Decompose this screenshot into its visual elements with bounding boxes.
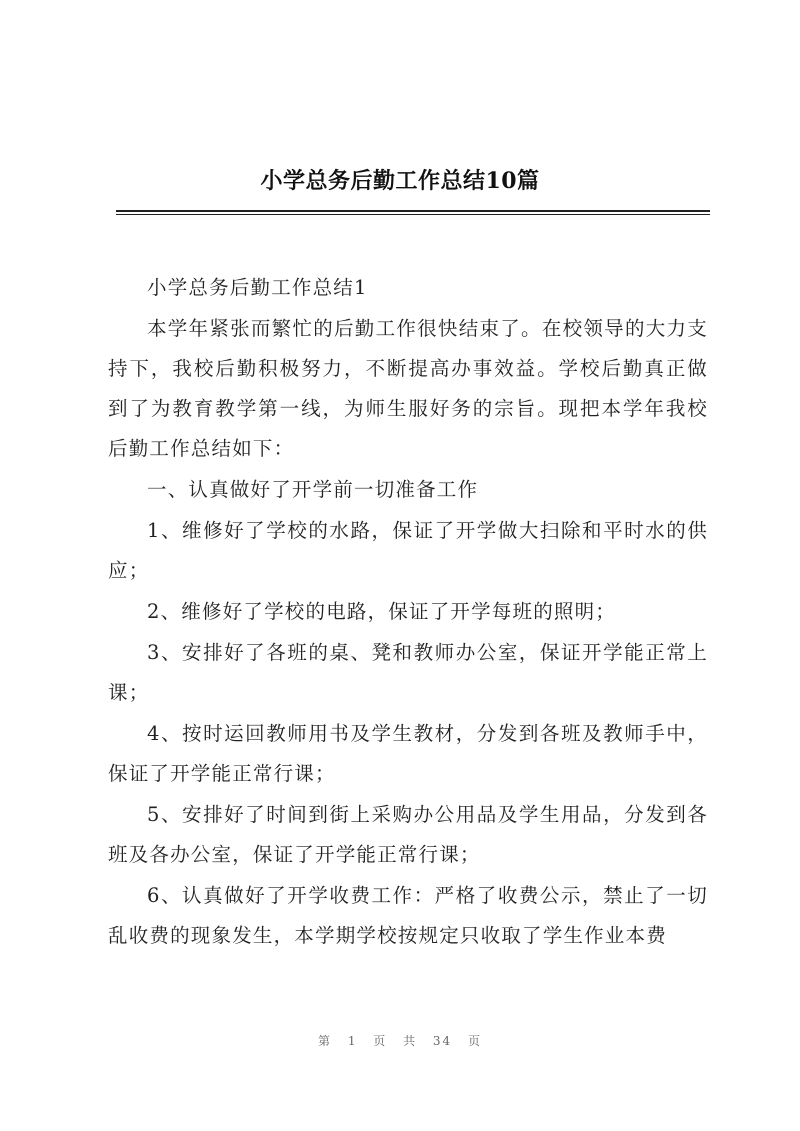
list-item: 4、按时运回教师用书及学生教材，分发到各班及教师手中，保证了开学能正常行课； xyxy=(108,722,708,785)
document-body xyxy=(108,268,708,957)
paragraph: 本学年紧张而繁忙的后勤工作很快结束了。在校领导的大力支持下，我校后勤积极努力，不断提高办事效益。学校后勤真正做到了为教育教学第一线，为师生服好务的宗旨。现把本学年我校后勤工作总结如下： xyxy=(108,317,708,460)
list-item: 2、维修好了学校的电路，保证了开学每班的照明； xyxy=(147,600,617,623)
list-item: 5、安排好了时间到街上采购办公用品及学生用品，分发到各班及各办公室，保证了开学能正常行课； xyxy=(108,803,708,866)
document-title: 小学总务后勤工作总结10篇 xyxy=(260,168,540,194)
page-footer: 第 1 页 共 34 页 xyxy=(318,1034,482,1048)
subheading: 一、认真做好了开学前一切准备工作 xyxy=(147,478,479,501)
list-item: 1、维修好了学校的水路，保证了开学做大扫除和平时水的供应； xyxy=(108,519,708,582)
list-item: 6、认真做好了开学收费工作：严格了收费公示，禁止了一切乱收费的现象发生，本学期学校按规定只收取了学生作业本费 xyxy=(108,884,708,947)
list-item: 3、安排好了各班的桌、凳和教师办公室，保证开学能正常上课； xyxy=(108,641,708,704)
title-divider-thin xyxy=(116,214,710,215)
section-heading: 小学总务后勤工作总结1 xyxy=(147,276,368,299)
title-divider-thick xyxy=(116,210,710,212)
